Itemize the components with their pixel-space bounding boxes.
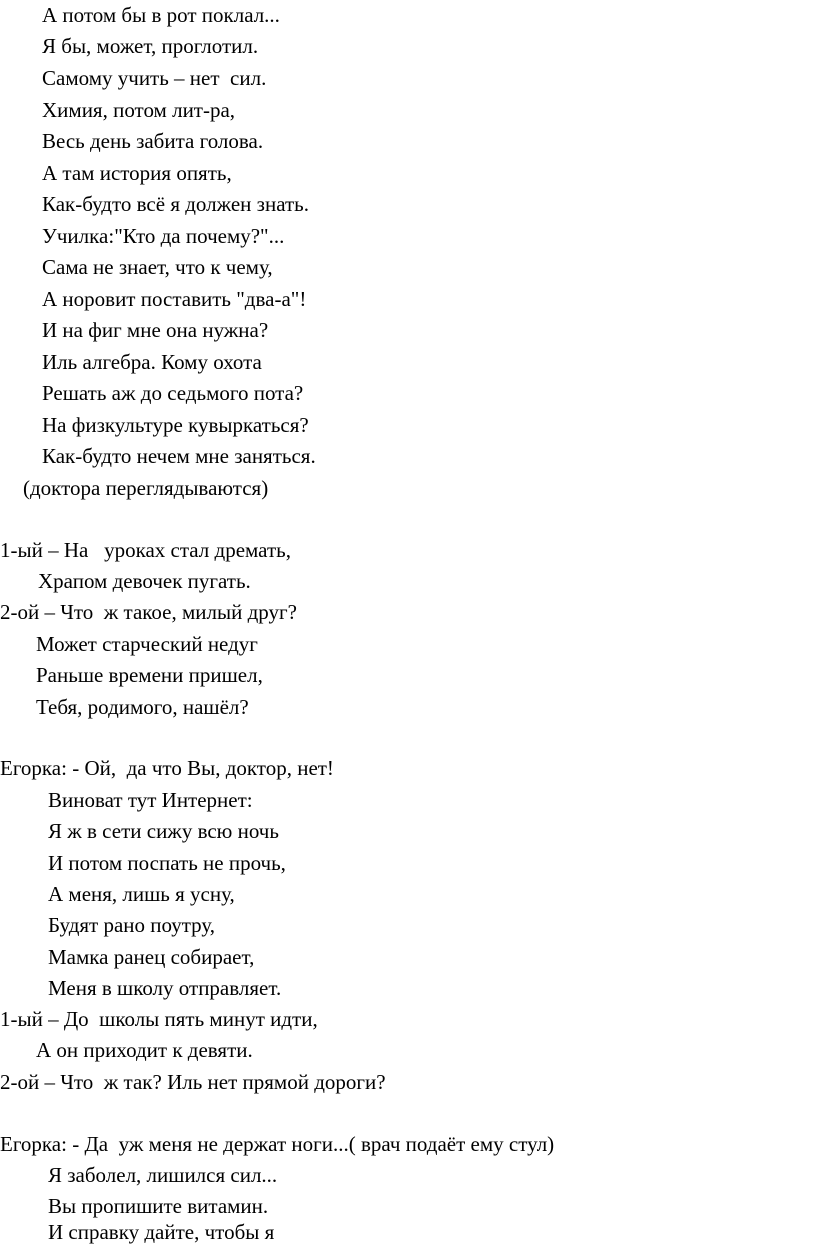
poem-line: На физкультуре кувыркаться? <box>42 413 309 437</box>
dialogue-line: А меня, лишь я усну, <box>48 882 235 906</box>
dialogue-line: 1-ый – На уроках стал дремать, <box>0 538 291 562</box>
dialogue-line: Может старческий недуг <box>36 632 258 656</box>
poem-line: Иль алгебра. Кому охота <box>42 350 262 374</box>
poem-line: Училка:"Кто да почему?"... <box>42 224 285 248</box>
poem-line: А потом бы в рот поклал... <box>42 3 280 27</box>
poem-line: Самому учить – нет сил. <box>42 66 267 90</box>
dialogue-line: Тебя, родимого, нашёл? <box>36 695 249 719</box>
dialogue-line: 2-ой – Что ж так? Иль нет прямой дороги? <box>0 1070 386 1094</box>
dialogue-line: Храпом девочек пугать. <box>38 569 251 593</box>
dialogue-line: Мамка ранец собирает, <box>48 945 255 969</box>
dialogue-line: Егорка: - Ой, да что Вы, доктор, нет! <box>0 756 334 780</box>
poem-line: Как-будто всё я должен знать. <box>42 192 309 216</box>
poem-line: Весь день забита голова. <box>42 129 264 153</box>
dialogue-line: Виноват тут Интернет: <box>48 788 253 812</box>
dialogue-line: Будят рано поутру, <box>48 913 216 937</box>
dialogue-line: И справку дайте, чтобы я <box>48 1220 275 1244</box>
poem-line: А норовит поставить "два-а"! <box>42 287 307 311</box>
dialogue-line: Я ж в сети сижу всю ночь <box>48 819 279 843</box>
dialogue-line: Меня в школу отправляет. <box>48 976 282 1000</box>
dialogue-line: Я заболел, лишился сил... <box>48 1163 278 1187</box>
dialogue-line: Егорка: - Да уж меня не держат ноги...( врач подаёт ему стул) <box>0 1132 555 1156</box>
dialogue-line: 1-ый – До школы пять минут идти, <box>0 1007 318 1031</box>
poem-line: А там история опять, <box>42 161 232 185</box>
poem-line: И на фиг мне она нужна? <box>42 318 269 342</box>
poem-line: Как-будто нечем мне заняться. <box>42 444 316 468</box>
poem-line: Химия, потом лит-ра, <box>42 98 236 122</box>
dialogue-line: И потом поспать не прочь, <box>48 851 286 875</box>
poem-line: Я бы, может, проглотил. <box>42 34 259 58</box>
poem-line: Решать аж до седьмого пота? <box>42 381 304 405</box>
dialogue-line: 2-ой – Что ж такое, милый друг? <box>0 600 297 624</box>
dialogue-line: А он приходит к девяти. <box>36 1038 253 1062</box>
dialogue-line: Вы пропишите витамин. <box>48 1194 269 1218</box>
poem-line: Сама не знает, что к чему, <box>42 255 273 279</box>
dialogue-line: Раньше времени пришел, <box>36 663 263 687</box>
stage-direction: (доктора переглядываются) <box>23 476 269 500</box>
